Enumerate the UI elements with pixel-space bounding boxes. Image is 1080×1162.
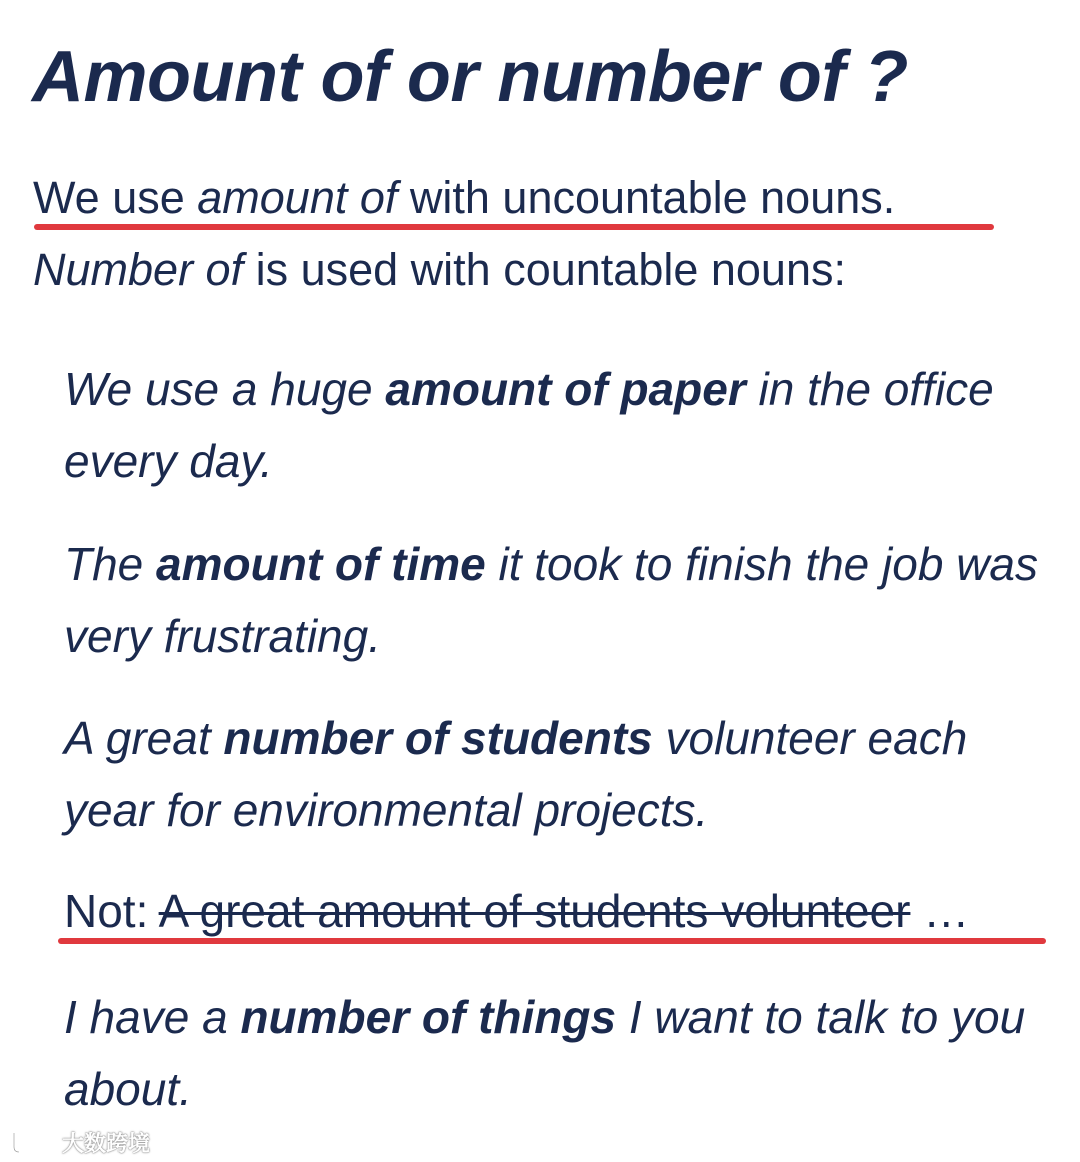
incorrect-example — [64, 880, 969, 942]
example-text: I want to talk to you about. — [64, 991, 1026, 1115]
example-sentence — [64, 353, 1054, 497]
example-sentence — [64, 981, 1054, 1125]
intro-line-countable — [33, 243, 846, 297]
example-text: I have a — [64, 991, 241, 1043]
example-text: We use a huge — [64, 363, 386, 415]
intro-line-uncountable — [33, 171, 895, 225]
ellipsis: … — [910, 885, 970, 937]
intro-text: We use — [33, 172, 198, 223]
example-highlight: amount of time — [156, 538, 486, 590]
watermark-text: 大数跨境 — [62, 1130, 151, 1156]
page-title: Amount of or number of ? — [32, 37, 908, 117]
struck-text: A great amount of students volunteer — [158, 885, 911, 937]
example-highlight: amount of paper — [385, 363, 746, 415]
example-highlight: number of students — [223, 712, 653, 764]
example-sentence — [64, 702, 1054, 846]
example-text: volunteer each year for environmental projects. — [64, 712, 968, 836]
watermark — [10, 1124, 150, 1160]
intro-text: is used with countable nouns: — [243, 244, 846, 295]
example-text: The — [64, 538, 157, 590]
example-sentence — [64, 528, 1054, 672]
intro-term: Number of — [33, 244, 244, 295]
example-text: in the office every day. — [64, 363, 994, 487]
red-underline — [58, 938, 1046, 944]
intro-term: amount of — [197, 172, 398, 223]
watermark-logo-icon — [10, 1127, 58, 1157]
example-text: A great — [64, 712, 224, 764]
red-underline — [34, 224, 994, 230]
example-highlight: number of things — [240, 991, 617, 1043]
example-text: it took to finish the job was very frustrating. — [64, 538, 1039, 662]
not-label: Not: — [64, 885, 159, 937]
intro-text: with uncountable nouns. — [397, 172, 896, 223]
